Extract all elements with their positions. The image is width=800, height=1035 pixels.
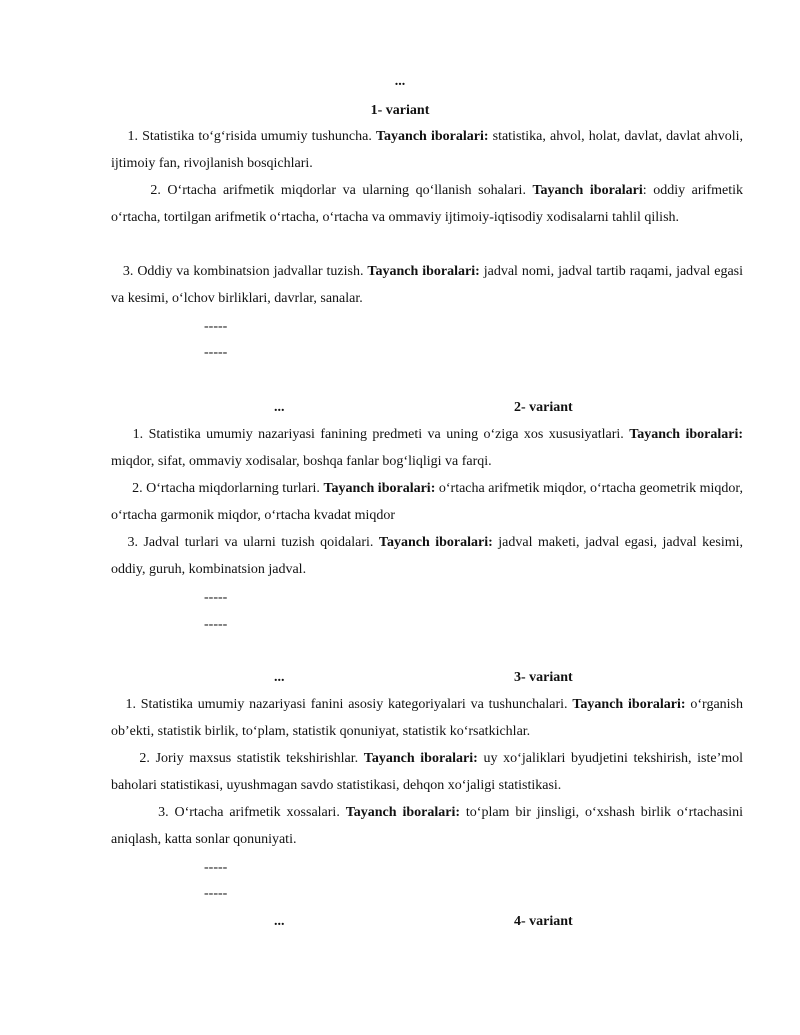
v1-ellipsis: ... [394,74,406,89]
v1-dash-1: ----- [204,319,228,334]
v3-item-1: 1. Statistika umumiy nazariyasi fanini asosiy kategoriyalari va tushunchalari. Tayanch iboralari: o‘rganish ob’ekti, statistik birlik, to‘plam, statistik qonuniyat, statistik ko‘rsatkichlar. [111,697,744,739]
v2-ellipsis: ... [274,400,285,415]
v4-ellipsis: ... [274,914,285,929]
v3-item-3: 3. O‘rtacha arifmetik xossalari. Tayanch iboralari: to‘plam bir jinsligi, o‘xshash birlik o‘rtachasini aniqlash, katta sonlar qonuniyati. [111,805,744,847]
v2-dash-1: ----- [204,590,228,605]
v3-dash-1: ----- [204,860,228,875]
v2-item-2: 2. O‘rtacha miqdorlarning turlari. Tayanch iboralari: o‘rtacha arifmetik miqdor, o‘rtacha geometrik miqdor, o‘rtacha garmonik miqdor, o‘rtacha kvadat miqdor [111,481,744,523]
v1-item-1: 1. Statistika to‘g‘risida umumiy tushuncha. Tayanch iboralari: statistika, ahvol, holat, davlat, davlat ahvoli, ijtimoiy fan, rivojlanish bosqichlari. [111,129,744,171]
v3-ellipsis: ... [274,670,285,685]
v2-title: 2- variant [514,400,573,415]
v3-dash-2: ----- [204,886,228,901]
v2-dash-2: ----- [204,617,228,632]
v1-title: 1- variant [370,103,430,118]
v2-item-3: 3. Jadval turlari va ularni tuzish qoidalari. Tayanch iboralari: jadval maketi, jadval egasi, jadval kesimi, oddiy, guruh, kombinatsion jadval. [111,535,743,577]
v4-title: 4- variant [514,914,573,929]
v1-dash-2: ----- [204,345,228,360]
v1-item-3: 3. Oddiy va kombinatsion jadvallar tuzish. Tayanch iboralari: jadval nomi, jadval tartib raqami, jadval egasi va kesimi, o‘lchov birliklari, davrlar, sanalar. [111,264,743,306]
v3-item-2: 2. Joriy maxsus statistik tekshirishlar. Tayanch iboralari: uy xo‘jaliklari byudjetini tekshirish, iste’mol baholari statistikasi, uyushmagan savdo statistikasi, dehqon xo‘jaligi statistikasi. [111,751,744,793]
v1-item-2: 2. O‘rtacha arifmetik miqdorlar va ularning qo‘llanish sohalari. Tayanch iboralari: oddiy arifmetik o‘rtacha, tortilgan arifmetik o‘rtacha, o‘rtacha va ommaviy ijtimoiy-iqtisodiy xodisalarni tahlil qilish. [111,183,743,225]
v2-item-1: 1. Statistika umumiy nazariyasi fanining predmeti va uning o‘ziga xos xususiyatlari. Tayanch iboralari: miqdor, sifat, ommaviy xodisalar, boshqa fanlar bog‘liqligi va farqi. [111,427,743,469]
v3-title: 3- variant [514,670,573,685]
